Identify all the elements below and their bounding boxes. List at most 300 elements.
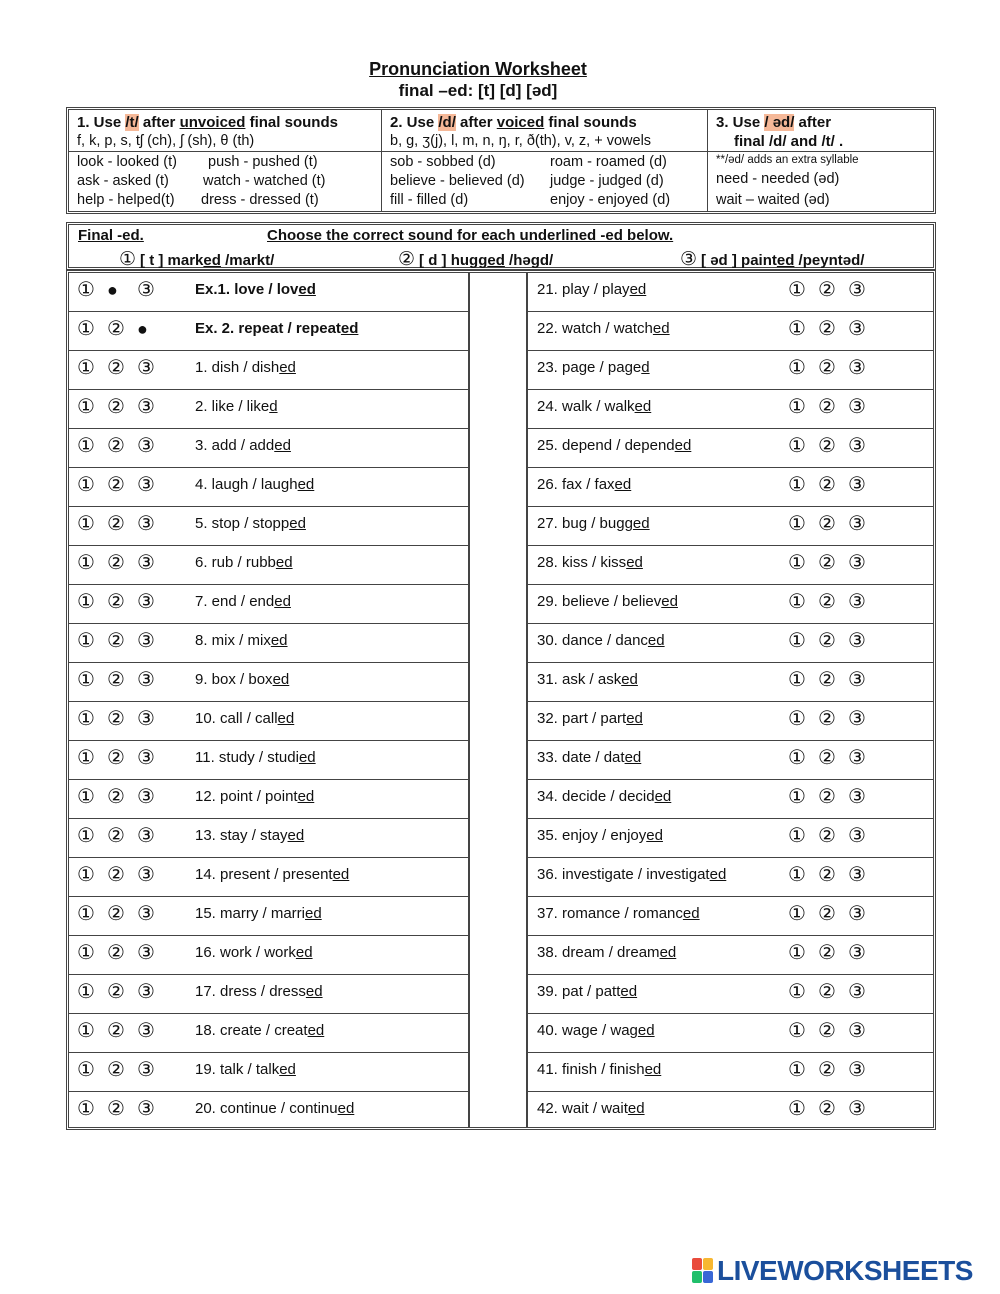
answer-circle-3[interactable]: ③ xyxy=(848,864,866,886)
answer-circle-1[interactable]: ① xyxy=(788,747,806,769)
answer-options xyxy=(77,589,167,615)
item-ending: d xyxy=(641,359,650,376)
answer-circle-1[interactable]: ① xyxy=(77,357,95,379)
answer-circle-3[interactable]: ③ xyxy=(848,1098,866,1120)
item-row xyxy=(528,507,933,546)
item-row xyxy=(528,273,933,312)
answer-circle-2[interactable]: ② xyxy=(818,1020,836,1042)
logo-icon xyxy=(692,1258,714,1284)
item-row xyxy=(528,780,933,819)
answer-circle-2[interactable]: ② xyxy=(818,708,836,730)
selected-answer-dot[interactable]: ● xyxy=(107,280,118,300)
item-text: 30. dance / danc xyxy=(537,632,648,649)
answer-circle-2[interactable]: ② xyxy=(107,357,125,379)
item-ending: ed xyxy=(279,359,296,376)
answer-options xyxy=(788,511,878,537)
answer-circle-2[interactable]: ② xyxy=(818,825,836,847)
answer-circle-2[interactable]: ② xyxy=(818,552,836,574)
answer-circle-1[interactable]: ① xyxy=(788,513,806,535)
answer-circle-1[interactable]: ① xyxy=(77,903,95,925)
answer-options xyxy=(77,355,167,381)
item-word xyxy=(537,398,651,415)
answer-circle-1[interactable]: ① xyxy=(788,981,806,1003)
rule-examples xyxy=(382,152,707,211)
answer-circle-3[interactable]: ③ xyxy=(848,786,866,808)
answer-circle-3[interactable]: ③ xyxy=(848,942,866,964)
item-word xyxy=(537,554,643,571)
item-word xyxy=(195,671,289,688)
answer-circle-3[interactable]: ③ xyxy=(137,513,155,535)
answer-circle-2[interactable]: ② xyxy=(818,981,836,1003)
item-word xyxy=(537,905,700,922)
item-word xyxy=(537,788,671,805)
answer-circle-1[interactable]: ① xyxy=(77,474,95,496)
answer-circle-3[interactable]: ③ xyxy=(137,279,155,301)
answer-options xyxy=(788,628,878,654)
answer-circle-2[interactable]: ② xyxy=(107,669,125,691)
item-ending: ed xyxy=(620,983,638,1000)
item-ending: ed xyxy=(298,749,316,766)
item-word xyxy=(195,983,323,1000)
option-d xyxy=(398,248,553,271)
item-row xyxy=(528,897,933,936)
rule-sound: /d/ xyxy=(438,114,456,131)
answer-circle-3[interactable]: ③ xyxy=(137,591,155,613)
answer-circle-3[interactable]: ③ xyxy=(848,513,866,535)
answer-circle-3[interactable]: ③ xyxy=(848,708,866,730)
answer-options xyxy=(77,979,167,1005)
item-ending: ed xyxy=(305,905,322,922)
item-row xyxy=(528,975,933,1014)
item-word xyxy=(195,593,291,610)
item-ending: ed xyxy=(709,866,727,883)
answer-circle-3[interactable]: ③ xyxy=(848,825,866,847)
rule-voiced xyxy=(382,110,708,211)
answer-options xyxy=(77,277,167,303)
item-row xyxy=(528,702,933,741)
item-ending: ed xyxy=(661,593,678,610)
answer-circle-1[interactable]: ① xyxy=(77,279,95,301)
item-word xyxy=(537,320,670,337)
answer-circle-1[interactable]: ① xyxy=(77,552,95,574)
answer-circle-2[interactable]: ② xyxy=(107,1059,125,1081)
items-right-column xyxy=(528,273,933,1127)
answer-circle-2[interactable]: ② xyxy=(818,630,836,652)
item-word xyxy=(195,788,314,805)
answer-circle-2[interactable]: ② xyxy=(107,747,125,769)
item-text: 16. work / work xyxy=(195,944,296,961)
item-word xyxy=(537,671,638,688)
item-word xyxy=(537,1022,655,1039)
answer-circle-1[interactable]: ① xyxy=(788,435,806,457)
item-row xyxy=(528,312,933,351)
item-word xyxy=(195,866,349,883)
option-circle: ③ xyxy=(680,249,698,270)
item-text: 6. rub / rubb xyxy=(195,554,276,571)
answer-options xyxy=(788,394,878,420)
item-ending: ed xyxy=(646,827,663,844)
example: believe - believed (d) xyxy=(390,173,525,189)
answer-circle-1[interactable]: ① xyxy=(77,708,95,730)
item-text: 23. page / page xyxy=(537,359,642,376)
answer-options xyxy=(788,316,878,342)
answer-circle-3[interactable]: ③ xyxy=(137,1020,155,1042)
logo-text: LIVEWORKSHEETS xyxy=(717,1255,973,1286)
item-row xyxy=(69,390,468,429)
item-row xyxy=(69,780,468,819)
item-word xyxy=(537,359,650,376)
item-word xyxy=(195,827,304,844)
item-row xyxy=(528,741,933,780)
answer-circle-3[interactable]: ③ xyxy=(137,396,155,418)
item-word xyxy=(537,1100,645,1117)
answer-circle-2[interactable]: ② xyxy=(818,903,836,925)
answer-circle-2[interactable]: ② xyxy=(107,864,125,886)
answer-circle-3[interactable]: ③ xyxy=(848,747,866,769)
answer-circle-2[interactable]: ② xyxy=(818,591,836,613)
item-ending: ed xyxy=(621,671,638,688)
answer-circle-1[interactable]: ① xyxy=(788,903,806,925)
answer-circle-1[interactable]: ① xyxy=(77,435,95,457)
item-text: 21. play / play xyxy=(537,281,630,298)
answer-circle-2[interactable]: ② xyxy=(818,786,836,808)
answer-circle-3[interactable]: ③ xyxy=(137,630,155,652)
item-ending: ed xyxy=(632,515,650,532)
answer-circle-1[interactable]: ① xyxy=(77,747,95,769)
answer-circle-1[interactable]: ① xyxy=(788,825,806,847)
option-text: /peyntəd/ xyxy=(794,252,865,269)
selected-answer-dot[interactable]: ● xyxy=(137,319,148,339)
item-ending: ed xyxy=(289,515,306,532)
answer-circle-1[interactable]: ① xyxy=(788,474,806,496)
answer-circle-3[interactable]: ③ xyxy=(848,669,866,691)
item-ending: ed xyxy=(272,671,290,688)
item-text: 1. dish / dish xyxy=(195,359,280,376)
answer-circle-2[interactable]: ② xyxy=(818,396,836,418)
item-row xyxy=(69,351,468,390)
item-ending: ed xyxy=(634,398,652,415)
answer-circle-2[interactable]: ② xyxy=(107,1098,125,1120)
item-ending: ed xyxy=(614,476,632,493)
item-word xyxy=(537,593,678,610)
answer-circle-1[interactable]: ① xyxy=(788,552,806,574)
item-row xyxy=(528,1092,933,1131)
answer-circle-3[interactable]: ③ xyxy=(137,825,155,847)
answer-circle-2[interactable]: ② xyxy=(107,786,125,808)
item-ending: ed xyxy=(274,593,291,610)
rule-examples xyxy=(69,152,381,211)
item-text: 3. add / add xyxy=(195,437,275,454)
answer-circle-3[interactable]: ③ xyxy=(137,435,155,457)
answer-circle-1[interactable]: ① xyxy=(77,669,95,691)
answer-circle-1[interactable]: ① xyxy=(788,1059,806,1081)
option-ed: ed xyxy=(203,252,221,269)
item-text: 41. finish / finish xyxy=(537,1061,645,1078)
answer-options xyxy=(77,1018,167,1044)
answer-circle-3[interactable]: ③ xyxy=(137,942,155,964)
answer-circle-1[interactable]: ① xyxy=(77,396,95,418)
answer-circle-3[interactable]: ③ xyxy=(137,552,155,574)
answer-circle-1[interactable]: ① xyxy=(788,669,806,691)
answer-circle-1[interactable]: ① xyxy=(788,864,806,886)
item-ending: ed xyxy=(647,632,665,649)
answer-circle-2[interactable]: ② xyxy=(818,864,836,886)
spacer-column xyxy=(470,273,528,1127)
item-row xyxy=(69,1014,468,1053)
item-text: 35. enjoy / enjoy xyxy=(537,827,647,844)
answer-circle-3[interactable]: ③ xyxy=(848,630,866,652)
item-word xyxy=(537,866,726,883)
answer-circle-3[interactable]: ③ xyxy=(848,903,866,925)
item-word xyxy=(195,281,316,298)
answer-circle-1[interactable]: ① xyxy=(788,279,806,301)
answer-circle-1[interactable]: ① xyxy=(77,825,95,847)
answer-circle-3[interactable]: ③ xyxy=(848,435,866,457)
item-ending: ed xyxy=(332,866,350,883)
answer-options xyxy=(788,277,878,303)
example: need - needed (əd) xyxy=(716,171,840,187)
item-ending: ed xyxy=(305,983,323,1000)
option-text: [ t ] mark xyxy=(140,252,204,269)
answer-circle-2[interactable]: ② xyxy=(818,747,836,769)
item-row xyxy=(528,624,933,663)
item-word xyxy=(195,515,306,532)
answer-circle-3[interactable]: ③ xyxy=(848,981,866,1003)
answer-options xyxy=(788,745,878,771)
item-word xyxy=(537,749,641,766)
item-text: 42. wait / wait xyxy=(537,1100,628,1117)
rule-keyword: voiced xyxy=(496,114,545,131)
answer-circle-3[interactable]: ③ xyxy=(848,591,866,613)
answer-circle-3[interactable]: ③ xyxy=(848,474,866,496)
answer-circle-3[interactable]: ③ xyxy=(848,279,866,301)
rules-table xyxy=(66,107,936,214)
answer-options xyxy=(77,784,167,810)
answer-options xyxy=(788,1057,878,1083)
item-row xyxy=(69,468,468,507)
answer-circle-3[interactable]: ③ xyxy=(137,864,155,886)
item-word xyxy=(537,710,643,727)
answer-options xyxy=(77,1096,167,1122)
answer-circle-2[interactable]: ② xyxy=(818,669,836,691)
answer-circle-3[interactable]: ③ xyxy=(137,786,155,808)
answer-circle-2[interactable]: ② xyxy=(107,630,125,652)
answer-circle-1[interactable]: ① xyxy=(77,864,95,886)
item-ending: ed xyxy=(626,554,643,571)
answer-circle-3[interactable]: ③ xyxy=(137,474,155,496)
answer-circle-3[interactable]: ③ xyxy=(848,318,866,340)
rule-header xyxy=(708,110,933,152)
example: wait – waited (əd) xyxy=(716,192,830,208)
item-word xyxy=(537,515,650,532)
item-ending: d xyxy=(269,398,278,415)
item-word xyxy=(537,476,631,493)
answer-circle-3[interactable]: ③ xyxy=(137,708,155,730)
answer-circle-3[interactable]: ③ xyxy=(848,552,866,574)
answer-circle-1[interactable]: ① xyxy=(77,513,95,535)
answer-options xyxy=(77,706,167,732)
answer-circle-3[interactable]: ③ xyxy=(137,903,155,925)
answer-options xyxy=(77,1057,167,1083)
item-text: 36. investigate / investigat xyxy=(537,866,710,883)
item-row xyxy=(528,663,933,702)
answer-circle-2[interactable]: ② xyxy=(107,513,125,535)
answer-circle-3[interactable]: ③ xyxy=(137,1059,155,1081)
item-text: 33. date / dat xyxy=(537,749,625,766)
answer-circle-2[interactable]: ② xyxy=(107,942,125,964)
answer-circle-1[interactable]: ① xyxy=(788,708,806,730)
rule-text: final sounds xyxy=(245,114,338,131)
item-word xyxy=(195,632,288,649)
item-text: 5. stop / stopp xyxy=(195,515,290,532)
answer-circle-1[interactable]: ① xyxy=(788,1098,806,1120)
answer-circle-2[interactable]: ② xyxy=(107,1020,125,1042)
item-ending: ed xyxy=(627,1100,645,1117)
items-grid xyxy=(66,270,936,1130)
item-row xyxy=(528,858,933,897)
item-ending: ed xyxy=(337,1100,355,1117)
item-word xyxy=(195,320,358,337)
item-word xyxy=(537,437,691,454)
instructions-label: Final -ed. xyxy=(78,227,144,244)
answer-circle-1[interactable]: ① xyxy=(788,591,806,613)
answer-circle-1[interactable]: ① xyxy=(788,1020,806,1042)
answer-circle-3[interactable]: ③ xyxy=(848,1059,866,1081)
answer-options xyxy=(788,667,878,693)
answer-circle-2[interactable]: ② xyxy=(107,396,125,418)
item-word xyxy=(537,1061,661,1078)
item-row xyxy=(69,663,468,702)
example: roam - roamed (d) xyxy=(550,154,667,170)
item-ending: ed xyxy=(277,710,295,727)
item-ending: ed xyxy=(624,749,642,766)
answer-circle-2[interactable]: ② xyxy=(818,474,836,496)
answer-circle-1[interactable]: ① xyxy=(788,357,806,379)
item-row xyxy=(528,546,933,585)
answer-circle-3[interactable]: ③ xyxy=(137,747,155,769)
item-word xyxy=(195,359,296,376)
rule-keyword: unvoiced xyxy=(179,114,246,131)
item-ending: ed xyxy=(629,281,647,298)
answer-circle-2[interactable]: ② xyxy=(818,1059,836,1081)
item-text: 34. decide / decid xyxy=(537,788,655,805)
answer-circle-2[interactable]: ② xyxy=(818,513,836,535)
answer-circle-1[interactable]: ① xyxy=(788,396,806,418)
answer-circle-2[interactable]: ② xyxy=(107,825,125,847)
answer-circle-2[interactable]: ② xyxy=(107,318,125,340)
answer-circle-2[interactable]: ② xyxy=(818,1098,836,1120)
answer-options xyxy=(788,979,878,1005)
answer-circle-1[interactable]: ① xyxy=(77,1020,95,1042)
answer-circle-2[interactable]: ② xyxy=(107,708,125,730)
item-ending: ed xyxy=(307,1022,325,1039)
answer-circle-2[interactable]: ② xyxy=(818,279,836,301)
item-row xyxy=(528,390,933,429)
answer-options xyxy=(788,433,878,459)
item-word xyxy=(195,476,314,493)
answer-options xyxy=(788,355,878,381)
answer-circle-1[interactable]: ① xyxy=(788,630,806,652)
answer-circle-1[interactable]: ① xyxy=(77,1059,95,1081)
answer-circle-2[interactable]: ② xyxy=(107,435,125,457)
answer-circle-1[interactable]: ① xyxy=(77,1098,95,1120)
answer-circle-1[interactable]: ① xyxy=(77,786,95,808)
answer-circle-2[interactable]: ② xyxy=(107,474,125,496)
answer-circle-2[interactable]: ② xyxy=(818,318,836,340)
item-ending: ed xyxy=(644,1061,662,1078)
answer-options xyxy=(788,862,878,888)
answer-circle-1[interactable]: ① xyxy=(77,591,95,613)
example: fill - filled (d) xyxy=(390,192,469,208)
item-text: 31. ask / ask xyxy=(537,671,622,688)
answer-circle-1[interactable]: ① xyxy=(77,318,95,340)
answer-circle-2[interactable]: ② xyxy=(818,942,836,964)
item-ending: ed xyxy=(626,710,643,727)
example: watch - watched (t) xyxy=(203,173,326,189)
example: help - helped(t) xyxy=(77,192,175,208)
item-ending: ed xyxy=(295,944,313,961)
item-row xyxy=(528,429,933,468)
item-word xyxy=(537,944,676,961)
item-text: 8. mix / mix xyxy=(195,632,271,649)
answer-circle-3[interactable]: ③ xyxy=(137,1098,155,1120)
rule-unvoiced xyxy=(69,110,382,211)
answer-circle-1[interactable]: ① xyxy=(77,981,95,1003)
item-ending: ed xyxy=(682,905,700,922)
item-ending: ed xyxy=(340,320,359,337)
answer-circle-1[interactable]: ① xyxy=(77,942,95,964)
example: judge - judged (d) xyxy=(550,173,664,189)
option-circle: ① xyxy=(119,249,137,270)
rule-text: 2. Use xyxy=(390,114,439,131)
answer-circle-2[interactable]: ② xyxy=(107,591,125,613)
answer-circle-2[interactable]: ② xyxy=(818,435,836,457)
rule-text: 1. Use xyxy=(77,114,126,131)
answer-circle-2[interactable]: ② xyxy=(107,903,125,925)
item-word xyxy=(195,905,322,922)
answer-options xyxy=(788,472,878,498)
item-row xyxy=(528,819,933,858)
item-row xyxy=(69,624,468,663)
answer-circle-3[interactable]: ③ xyxy=(137,981,155,1003)
item-word xyxy=(195,749,316,766)
answer-options xyxy=(77,745,167,771)
option-ed: ed xyxy=(776,252,795,269)
answer-circle-1[interactable]: ① xyxy=(788,786,806,808)
item-row xyxy=(528,1053,933,1092)
item-ending: ed xyxy=(659,944,677,961)
answer-circle-3[interactable]: ③ xyxy=(848,1020,866,1042)
answer-circle-2[interactable]: ② xyxy=(107,552,125,574)
answer-circle-1[interactable]: ① xyxy=(788,942,806,964)
answer-circle-1[interactable]: ① xyxy=(788,318,806,340)
item-row xyxy=(69,819,468,858)
answer-options xyxy=(788,1096,878,1122)
answer-circle-2[interactable]: ② xyxy=(107,981,125,1003)
answer-circle-2[interactable]: ② xyxy=(818,357,836,379)
rule-text: 3. Use xyxy=(716,114,765,131)
answer-circle-3[interactable]: ③ xyxy=(137,357,155,379)
item-ending: ed xyxy=(654,788,672,805)
page-title: Pronunciation Worksheet xyxy=(369,59,587,79)
answer-circle-1[interactable]: ① xyxy=(77,630,95,652)
option-text: [ d ] hugg xyxy=(419,252,488,269)
answer-circle-3[interactable]: ③ xyxy=(848,396,866,418)
answer-circle-3[interactable]: ③ xyxy=(848,357,866,379)
item-ending: ed xyxy=(270,632,288,649)
answer-circle-3[interactable]: ③ xyxy=(137,669,155,691)
item-text: 29. believe / believ xyxy=(537,593,662,610)
